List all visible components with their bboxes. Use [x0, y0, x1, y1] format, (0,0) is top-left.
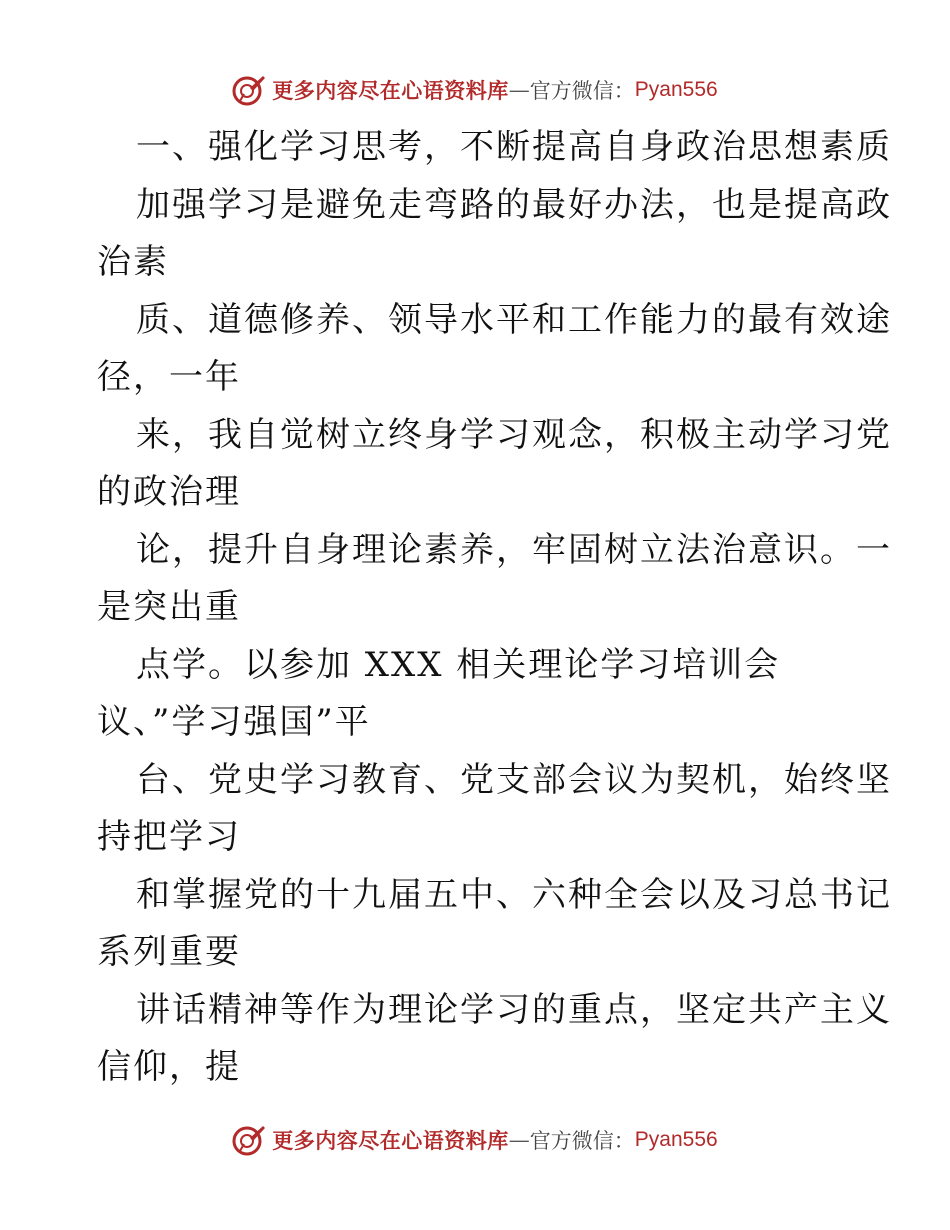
- text-line: 议、”学习强国”平: [97, 702, 371, 742]
- text-line: 持把学习: [97, 817, 241, 857]
- text-line: 台、党史学习教育、党支部会议为契机，始终坚: [136, 760, 892, 800]
- wechat-id: Pyan556: [634, 78, 718, 101]
- brand-name: 更多内容尽在心语资料库: [272, 78, 509, 103]
- text-line: 讲话精神等作为理论学习的重点，坚定共产主义: [136, 990, 892, 1030]
- text-line: 和掌握党的十九届五中、六种全会以及习总书记: [136, 875, 892, 915]
- text-line: 论，提升自身理论素养，牢固树立法治意识。一: [136, 530, 892, 570]
- text-line: 治素: [97, 242, 169, 282]
- section-heading: 一、强化学习思考，不断提高自身政治思想素质: [136, 127, 892, 167]
- text-line: 是突出重: [97, 587, 241, 627]
- brand-separator: —: [508, 78, 530, 102]
- text-line: 点学。以参加 XXX 相关理论学习培训会: [136, 645, 781, 685]
- text-line: 系列重要: [97, 932, 241, 972]
- text-line: 来，我自觉树立终身学习观念，积极主动学习党: [136, 415, 892, 455]
- brand-name: 更多内容尽在心语资料库: [272, 1128, 509, 1153]
- header-banner: [0, 70, 950, 110]
- wechat-id: Pyan556: [634, 1128, 718, 1151]
- text-line: 加强学习是避免走弯路的最好办法，也是提高政: [136, 185, 892, 225]
- text-line: 质、道德修养、领导水平和工作能力的最有效途: [136, 300, 892, 340]
- wechat-label: 官方微信：: [529, 1129, 635, 1153]
- text-line: 的政治理: [97, 472, 241, 512]
- pen-logo-icon: [232, 73, 266, 107]
- wechat-label: 官方微信：: [529, 79, 635, 103]
- text-line: 信仰，提: [97, 1047, 241, 1087]
- pen-logo-icon: [232, 1123, 266, 1157]
- footer-banner: [0, 1120, 950, 1160]
- brand-separator: —: [508, 1128, 530, 1152]
- text-line: 径，一年: [97, 357, 241, 397]
